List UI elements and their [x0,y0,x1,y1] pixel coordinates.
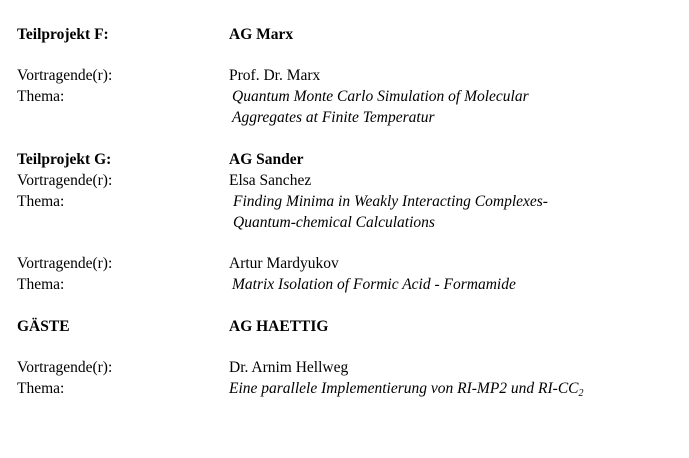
section-label-guests: GÄSTE [17,318,70,335]
section-label-f: Teilprojekt F: [17,26,109,43]
f-topic-row-2 [0,107,689,128]
g-topic1-row [0,191,689,212]
speaker-name: Elsa Sanchez [229,172,312,189]
speaker-label: Vortragende(r): [17,359,113,376]
topic-text-line1: Matrix Isolation of Formic Acid - Formamide [232,276,516,293]
speaker-label: Vortragende(r): [17,67,113,84]
g-speaker1-row [0,170,689,191]
speaker-label: Vortragende(r): [17,172,113,189]
topic-label: Thema: [17,193,65,210]
section-label-g: Teilprojekt G: [17,151,112,168]
speaker-name: Dr. Arnim Hellweg [229,359,349,376]
guests-topic-row [0,378,689,399]
topic-text-line1 [229,378,584,399]
g-speaker2-row [0,253,689,274]
f-header-row [0,24,689,45]
topic-label: Thema: [17,88,65,105]
speaker-name: Artur Mardyukov [229,255,339,272]
topic-label: Thema: [17,380,65,397]
speaker-label: Vortragende(r): [17,255,113,272]
topic-text-line2: Quantum-chemical Calculations [233,214,435,231]
group-name-sander: AG Sander [229,151,304,168]
topic-text-main: Eine parallele Implementierung von RI-MP2 und RI-CC [229,380,579,397]
g-header-row [0,149,689,170]
group-name-haettig: AG HAETTIG [229,318,329,335]
g-topic1-row-2 [0,212,689,233]
topic-text-subscript: 2 [578,388,584,399]
guests-header-row [0,316,689,337]
g-topic2-row [0,274,689,295]
guests-speaker-row [0,357,689,378]
topic-label: Thema: [17,276,65,293]
speaker-name: Prof. Dr. Marx [229,67,321,84]
topic-text-line2: Aggregates at Finite Temperatur [232,109,435,126]
f-topic-row [0,86,689,107]
f-speaker-row [0,65,689,86]
group-name-marx: AG Marx [229,26,294,43]
topic-text-line1: Quantum Monte Carlo Simulation of Molecular [232,88,529,105]
topic-text-line1: Finding Minima in Weakly Interacting Complexes- [233,193,548,210]
